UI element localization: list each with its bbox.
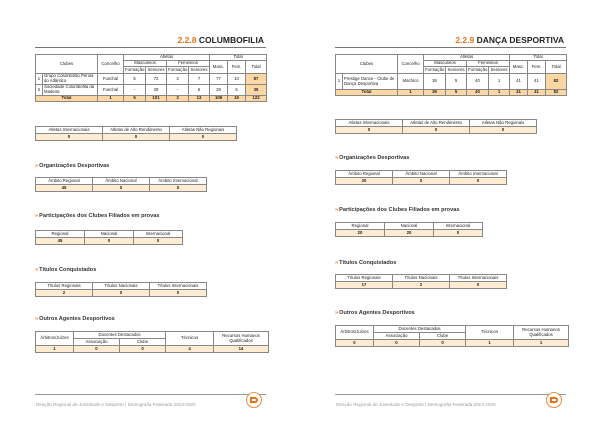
- clubes-header: Clubes: [336, 55, 398, 74]
- value-cell: 0: [336, 127, 403, 134]
- value-cell: 0: [374, 340, 420, 347]
- org-title-text: Organizações Desportivas: [39, 163, 110, 169]
- cell: 7: [189, 74, 210, 85]
- footer-rule: [335, 394, 566, 395]
- total-row: [36, 96, 267, 102]
- titles-national-header: Títulos Nacionais: [93, 283, 150, 290]
- value-cell: 0: [150, 185, 207, 192]
- value-cell: 4: [166, 346, 214, 353]
- cell: 5: [446, 90, 467, 96]
- seniores-header: Seniores: [446, 67, 467, 74]
- athletes-table: [335, 119, 537, 134]
- part-table: [335, 222, 483, 237]
- titles-section-title: [35, 267, 96, 273]
- cell: 3: [167, 96, 189, 102]
- cell: 40: [467, 90, 489, 96]
- value-cell: 0: [120, 346, 166, 353]
- part-title-text: Participações dos Clubes Filiados em provas: [339, 207, 460, 213]
- cell: -: [167, 85, 189, 96]
- org-national-header: Âmbito Nacional: [93, 178, 150, 185]
- part-regional-header: Regional: [36, 231, 85, 238]
- formacao-header: Formação: [168, 66, 188, 72]
- value-cell: 0: [470, 127, 537, 134]
- cell: 41: [510, 90, 528, 96]
- cell: 10: [228, 74, 246, 85]
- value-cell: 0: [336, 340, 374, 347]
- cell: 106: [210, 96, 228, 102]
- section-number: 2.2.8: [177, 35, 197, 45]
- value-cell: 0: [85, 238, 134, 245]
- chevron-icon: »: [35, 163, 39, 169]
- part-intl-header: Internacional: [134, 231, 183, 238]
- cell: 1: [398, 90, 424, 96]
- rh-header: Recursos Humanos Qualificados: [514, 326, 569, 340]
- formacao-header: Formação: [425, 66, 445, 72]
- tecnicos-header: Técnicos: [466, 326, 514, 340]
- fem-header: Fem.: [528, 61, 546, 74]
- concelho-header: Concelho: [398, 55, 424, 74]
- value-cell: 0: [170, 134, 237, 141]
- titles-table: [335, 274, 507, 289]
- part-national-header: Nacional: [385, 223, 434, 230]
- titles-section-title: [335, 260, 396, 266]
- total2-header: Total: [246, 61, 267, 74]
- total-header: Total: [210, 55, 267, 61]
- clubs-table: [335, 54, 567, 96]
- value-cell: 45: [36, 238, 85, 245]
- org-regional-header: Âmbito Regional: [36, 178, 93, 185]
- cell: 29: [210, 85, 228, 96]
- value-cell: 2: [393, 282, 450, 289]
- footer-text: Direção Regional de Juventude e Desporto | Demografia Federada 2013-2020: [336, 402, 496, 407]
- section-name: COLUMBOFILIA: [198, 35, 264, 45]
- seniores-header: Seniores: [489, 67, 510, 74]
- org-section-title: [35, 163, 109, 169]
- athletes-intl-header: Atletas Internacionais: [36, 127, 103, 134]
- chevron-icon: »: [335, 155, 339, 161]
- section-number: 2.2.9: [455, 35, 475, 45]
- club-name: Sociedade Columbófila da Madeira: [43, 85, 98, 96]
- titles-title-text: Títulos Conquistados: [339, 260, 397, 266]
- cell: 40: [467, 74, 489, 90]
- chevron-icon: »: [335, 260, 339, 266]
- value-cell: 2: [36, 290, 93, 297]
- value-cell: 0: [74, 346, 120, 353]
- value-cell: 0: [103, 134, 170, 141]
- concelho: Funchal: [98, 74, 124, 85]
- chevron-icon: »: [35, 213, 39, 219]
- cell: 41: [510, 74, 528, 90]
- section-title: [455, 35, 564, 45]
- row-total: 82: [546, 74, 567, 90]
- titles-national-header: Títulos Nacionais: [393, 275, 450, 282]
- titles-intl-header: Títulos Internacionais: [150, 283, 207, 290]
- formacao-header: Formação: [125, 66, 145, 72]
- footer-rule: [35, 394, 266, 395]
- arbitros-header: Árbitros/Juízes: [36, 332, 74, 346]
- org-table: [335, 170, 507, 185]
- row-number: 2: [36, 85, 43, 96]
- value-cell: 20: [385, 230, 434, 237]
- value-cell: 0: [93, 290, 150, 297]
- agents-table: [335, 325, 569, 347]
- associacao-header: Associação: [74, 339, 120, 346]
- value-cell: 1: [36, 346, 74, 353]
- org-section-title: [335, 155, 409, 161]
- org-table: [35, 177, 207, 192]
- value-cell: 17: [336, 282, 393, 289]
- titles-title-text: Títulos Conquistados: [39, 267, 97, 273]
- clubes-header: Clubes: [36, 55, 98, 74]
- drjd-logo-icon: [246, 392, 262, 408]
- cell: 101: [146, 96, 167, 102]
- athletes-nonreg-header: Atletas Não Regionais: [470, 120, 537, 127]
- cell: 29: [146, 85, 167, 96]
- athletes-intl-header: Atletas Internacionais: [336, 120, 403, 127]
- cell: 36: [424, 90, 446, 96]
- agents-table: [35, 331, 269, 353]
- atletas-header: Atletas: [124, 55, 210, 61]
- docentes-header: Docentes Destacados: [74, 332, 166, 339]
- cell: 41: [528, 90, 546, 96]
- page-right: [300, 0, 600, 424]
- value-cell: 0: [93, 185, 150, 192]
- chevron-icon: »: [335, 207, 339, 213]
- part-section-title: [35, 213, 159, 219]
- masculinos-header: Masculinos: [424, 61, 467, 67]
- table-row: [36, 85, 267, 96]
- cell: 5: [124, 74, 146, 85]
- row-total: 35: [246, 85, 267, 96]
- docentes-header: Docentes Destacados: [374, 326, 466, 333]
- value-cell: 1: [466, 340, 514, 347]
- athletes-nonreg-header: Atletas Não Regionais: [170, 127, 237, 134]
- part-table: [35, 230, 183, 245]
- value-cell: 0: [150, 290, 207, 297]
- cell: 5: [124, 96, 146, 102]
- part-title-text: Participações dos Clubes Filiados em provas: [39, 213, 160, 219]
- org-title-text: Organizações Desportivas: [339, 155, 410, 161]
- femininos-header: Femininos: [467, 61, 510, 67]
- value-cell: 20: [336, 230, 385, 237]
- value-cell: 0: [36, 134, 103, 141]
- row-number: 1: [36, 74, 43, 85]
- chevron-icon: »: [35, 267, 39, 273]
- tecnicos-header: Técnicos: [166, 332, 214, 346]
- concelho: Funchal: [98, 85, 124, 96]
- header-rule: [35, 47, 266, 48]
- part-regional-header: Regional: [336, 223, 385, 230]
- cell: 77: [210, 74, 228, 85]
- cell: 41: [528, 74, 546, 90]
- agents-section-title: [335, 310, 415, 316]
- concelho-header: Concelho: [98, 55, 124, 74]
- value-cell: 0: [403, 127, 470, 134]
- footer-text: Direção Regional de Juventude e Desporto | Demografia Federada 2013-2020: [36, 402, 196, 407]
- total2-header: Total: [546, 61, 567, 74]
- masc-header: Masc.: [510, 61, 528, 74]
- cell: 16: [228, 96, 246, 102]
- value-cell: 45: [36, 185, 93, 192]
- athletes-high-header: Atletas de Alto Rendimento: [103, 127, 170, 134]
- cell: 6: [228, 85, 246, 96]
- titles-regional-header: Títulos Regionais: [336, 275, 393, 282]
- part-intl-header: Internacional: [434, 223, 483, 230]
- fem-header: Fem.: [228, 61, 246, 74]
- agents-section-title: [35, 316, 115, 322]
- table-row: [336, 74, 567, 90]
- total-label: Total: [336, 90, 398, 96]
- value-cell: 14: [214, 346, 269, 353]
- cell: 122: [246, 96, 267, 102]
- club-name: Grupo Columbófilo Pérola do Atlântico: [43, 74, 98, 85]
- value-cell: 0: [420, 340, 466, 347]
- value-cell: 0: [434, 230, 483, 237]
- value-cell: 0: [450, 178, 507, 185]
- value-cell: 1: [514, 340, 569, 347]
- athletes-table: [35, 126, 237, 141]
- cell: 6: [189, 85, 210, 96]
- cell: 1: [98, 96, 124, 102]
- agents-title-text: Outros Agentes Desportivos: [39, 316, 115, 322]
- part-national-header: Nacional: [85, 231, 134, 238]
- cell: 5: [446, 74, 467, 90]
- drjd-logo-icon: [546, 392, 562, 408]
- row-total: 87: [246, 74, 267, 85]
- org-intl-header: Âmbito Internacional: [150, 178, 207, 185]
- section-name: DANÇA DESPORTIVA: [476, 35, 564, 45]
- clubs-table: [35, 54, 267, 102]
- section-title: [178, 35, 264, 45]
- cell: 3: [167, 74, 189, 85]
- atletas-header: Atletas: [424, 55, 510, 61]
- formacao-header: Formação: [468, 66, 488, 72]
- seniores-header: Seniores: [189, 67, 210, 74]
- cell: 1: [489, 74, 510, 90]
- titles-regional-header: Títulos Regionais: [36, 283, 93, 290]
- total-header: Total: [510, 55, 567, 61]
- total-label: Total: [36, 96, 98, 102]
- cell: 13: [189, 96, 210, 102]
- femininos-header: Femininos: [167, 61, 210, 67]
- cell: 1: [489, 90, 510, 96]
- masculinos-header: Masculinos: [124, 61, 167, 67]
- rh-header: Recursos Humanos Qualificados: [214, 332, 269, 346]
- titles-intl-header: Títulos Internacionais: [450, 275, 507, 282]
- header-rule: [335, 47, 566, 48]
- part-section-title: [335, 207, 459, 213]
- cell: -: [124, 85, 146, 96]
- chevron-icon: »: [35, 316, 39, 322]
- cell: 72: [146, 74, 167, 85]
- chevron-icon: »: [335, 310, 339, 316]
- value-cell: 0: [450, 282, 507, 289]
- total-row: [336, 90, 567, 96]
- club-name: Prestige Dance - Clube de Dança Desportiva: [343, 74, 398, 90]
- org-intl-header: Âmbito Internacional: [450, 171, 507, 178]
- athletes-high-header: Atletas de Alto Rendimento: [403, 120, 470, 127]
- titles-table: [35, 282, 207, 297]
- table-row: [36, 74, 267, 85]
- associacao-header: Associação: [374, 333, 420, 340]
- concelho: Machico: [398, 74, 424, 90]
- seniores-header: Seniores: [146, 67, 167, 74]
- arbitros-header: Árbitros/Juízes: [336, 326, 374, 340]
- cell: 36: [424, 74, 446, 90]
- row-number: 1: [336, 74, 343, 90]
- cell: 82: [546, 90, 567, 96]
- org-regional-header: Âmbito Regional: [336, 171, 393, 178]
- value-cell: 0: [393, 178, 450, 185]
- clube-header: Clube: [120, 339, 166, 346]
- agents-title-text: Outros Agentes Desportivos: [339, 310, 415, 316]
- value-cell: 20: [336, 178, 393, 185]
- masc-header: Masc.: [210, 61, 228, 74]
- org-national-header: Âmbito Nacional: [393, 171, 450, 178]
- clube-header: Clube: [420, 333, 466, 340]
- value-cell: 0: [134, 238, 183, 245]
